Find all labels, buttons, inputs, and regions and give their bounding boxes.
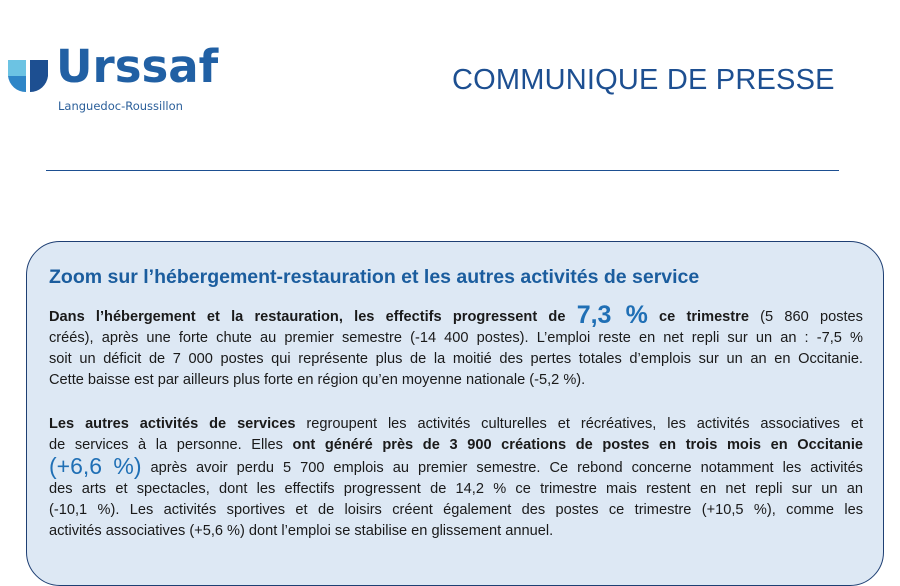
paragraph-line: Cette baisse est par ailleurs plus forte en région qu’en moyenne nationale (-5,2 %). bbox=[49, 372, 586, 388]
urssaf-logo-mark-icon bbox=[6, 54, 50, 98]
press-release-title: COMMUNIQUE DE PRESSE bbox=[452, 64, 835, 96]
paragraph-hospitality bbox=[49, 301, 863, 391]
paragraph-line bbox=[49, 414, 863, 435]
panel-title: Zoom sur l’hébergement-restauration et les autres activités de service bbox=[49, 266, 700, 288]
bold-text: ont généré près de 3 900 créations de postes en trois mois en Occitanie bbox=[292, 437, 863, 453]
urssaf-logo bbox=[6, 40, 246, 118]
highlight-value: (+6,6 %) bbox=[49, 453, 142, 479]
bold-text: Les autres activités de services bbox=[49, 416, 296, 432]
paragraph-line bbox=[49, 453, 863, 479]
text: (5 860 postes bbox=[748, 309, 863, 325]
text: regroupent les activités culturelles et récréatives, les activités associatives et bbox=[295, 416, 864, 432]
paragraph-other-services bbox=[49, 414, 863, 542]
paragraph-line: (-10,1 %). Les activités sportives et de loisirs créent également des postes ce trimestre (+10,5 %), comme les bbox=[49, 502, 863, 518]
logo-region: Languedoc-Roussillon bbox=[58, 99, 183, 113]
paragraph-line: créés), après une forte chute au premier semestre (-14 400 postes). L’emploi reste en net repli sur un an : -7,5 % bbox=[49, 330, 863, 346]
header-divider bbox=[46, 170, 839, 171]
text: après avoir perdu 5 700 emplois au premier semestre. Ce rebond concerne notamment les activités bbox=[141, 460, 863, 476]
paragraph-line: activités associatives (+5,6 %) dont l’emploi se stabilise en glissement annuel. bbox=[49, 523, 554, 539]
text: de services à la personne. Elles bbox=[49, 437, 293, 453]
paragraph-line bbox=[49, 435, 863, 456]
paragraph-line bbox=[49, 301, 863, 329]
bold-text: Dans l’hébergement et la restauration, les effectifs progressent de bbox=[49, 309, 577, 325]
logo-wordmark: Urssaf bbox=[56, 40, 219, 93]
highlight-value: 7,3 % bbox=[576, 301, 648, 329]
paragraph-line: soit un déficit de 7 000 postes qui représente plus de la moitié des pertes totales d’emplois sur un an en Occitanie. bbox=[49, 351, 863, 367]
paragraph-line: des arts et spectacles, dont les effectifs progressent de 14,2 % ce trimestre mais restent en net repli sur un an bbox=[49, 481, 863, 497]
bold-text: ce trimestre bbox=[647, 309, 749, 325]
